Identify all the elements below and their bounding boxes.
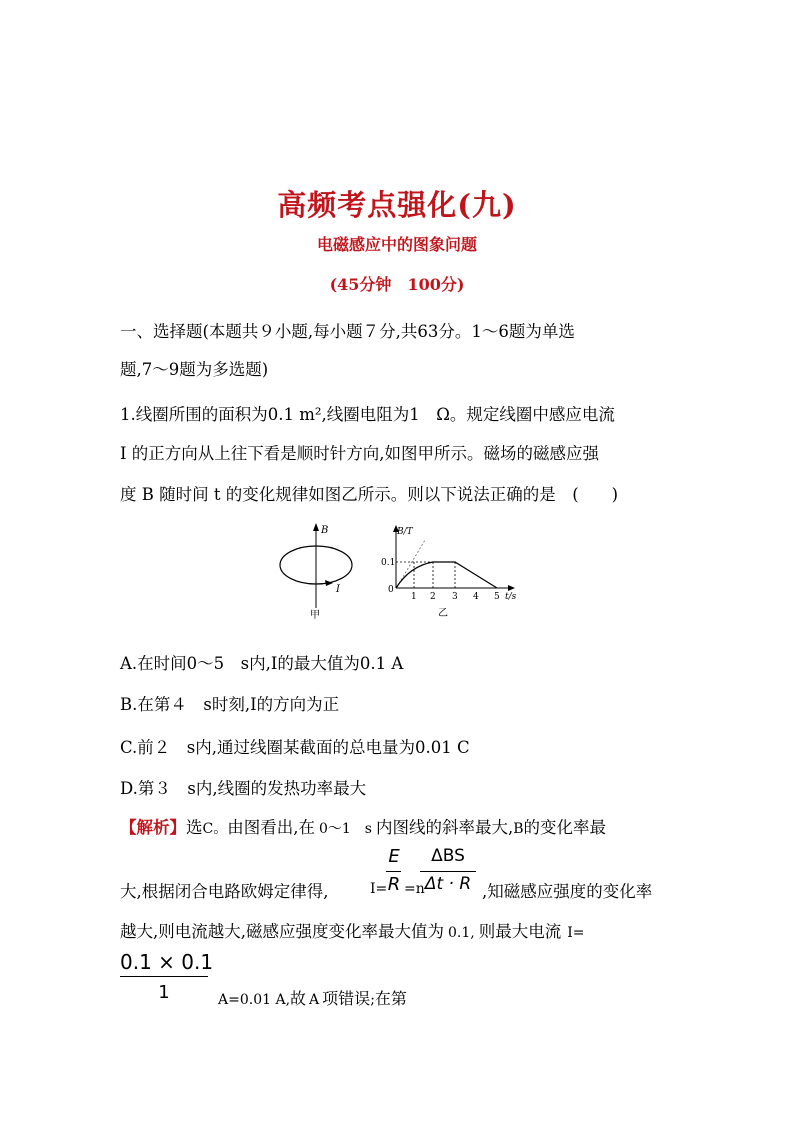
- option-d: D.第３ s内,线圈的发热功率最大: [120, 779, 367, 798]
- option-b: B.在第４ s时刻,I的方向为正: [120, 695, 340, 714]
- current-arrow-icon: [325, 580, 333, 586]
- frac3-bar: [120, 976, 208, 977]
- option-c: C.前２ s内,通过线圈某截面的总电量为0.01 C: [120, 738, 470, 757]
- frac1-numerator: E: [388, 846, 400, 867]
- figure-b-t-graph: [380, 522, 530, 620]
- frac1-bar: [386, 871, 401, 872]
- section-heading-line2: 题,7～9题为多选题): [120, 360, 269, 379]
- frac3-numerator: 0.1 × 0.1: [120, 950, 214, 974]
- graph-x-label: t/s: [505, 592, 517, 602]
- time-score-info: (45分钟 100分): [329, 275, 465, 294]
- frac2-bar: [420, 871, 476, 872]
- fig1-i-label: I: [336, 584, 340, 595]
- frac3-denominator: 1: [158, 982, 170, 1003]
- fig1-b-label: B: [321, 525, 329, 536]
- x-tick-3: 3: [452, 592, 458, 602]
- x-tick-4: 4: [473, 592, 479, 602]
- fig2-caption: 乙: [438, 608, 448, 619]
- b-field-arrow-icon: [313, 523, 319, 531]
- analysis-line1: 【解析】选C。由图看出,在 0～1 s 内图线的斜率最大,B的变化率最: [120, 818, 607, 837]
- frac1-denominator: R: [387, 874, 401, 895]
- x-axis-arrow-icon: [508, 585, 515, 591]
- option-a: A.在时间0～5 s内,I的最大值为0.1 A: [120, 654, 404, 673]
- current-equals-label: I=: [370, 881, 388, 897]
- x-tick-2: 2: [430, 592, 436, 602]
- b-t-curve: [396, 562, 497, 588]
- frac2-numerator: ΔBS: [431, 846, 465, 866]
- page-subtitle: 电磁感应中的图象问题: [316, 235, 477, 254]
- section-heading-line1: 一、选择题(本题共９小题,每小题７分,共63分。1～6题为单选: [120, 322, 575, 341]
- x-tick-5: 5: [494, 592, 500, 602]
- equals-n-label: =n: [404, 881, 425, 897]
- graph-origin: 0: [388, 585, 394, 595]
- question-line1: 1.线圈所围的面积为0.1 m²,线圈电阻为1 Ω。规定线圈中感应电流: [120, 405, 615, 424]
- question-line3: 度 B 随时间 t 的变化规律如图乙所示。则以下说法正确的是 ( ): [120, 485, 619, 504]
- analysis-line2-end: ,知磁感应强度的变化率: [482, 882, 653, 901]
- analysis-line4: A=0.01 A,故 A 项错误;在第: [218, 989, 407, 1008]
- question-line2: I 的正方向从上往下看是顺时针方向,如图甲所示。磁场的磁感应强: [120, 444, 600, 463]
- figure-coil-diagram: [275, 520, 365, 620]
- page-title: 高频考点强化(九): [277, 188, 517, 222]
- analysis-line3: 越大,则电流越大,磁感应强度变化率最大值为 0.1, 则最大电流 I=: [120, 922, 585, 941]
- x-tick-1: 1: [411, 592, 417, 602]
- analysis-line2-start: 大,根据闭合电路欧姆定律得,: [120, 882, 329, 901]
- analysis-tag: 【解析】: [120, 818, 186, 837]
- frac2-denominator: Δt · R: [424, 874, 472, 894]
- fig1-caption: 甲: [310, 610, 320, 620]
- graph-y-tick: 0.1: [381, 558, 396, 568]
- graph-y-label: B/T: [397, 527, 413, 537]
